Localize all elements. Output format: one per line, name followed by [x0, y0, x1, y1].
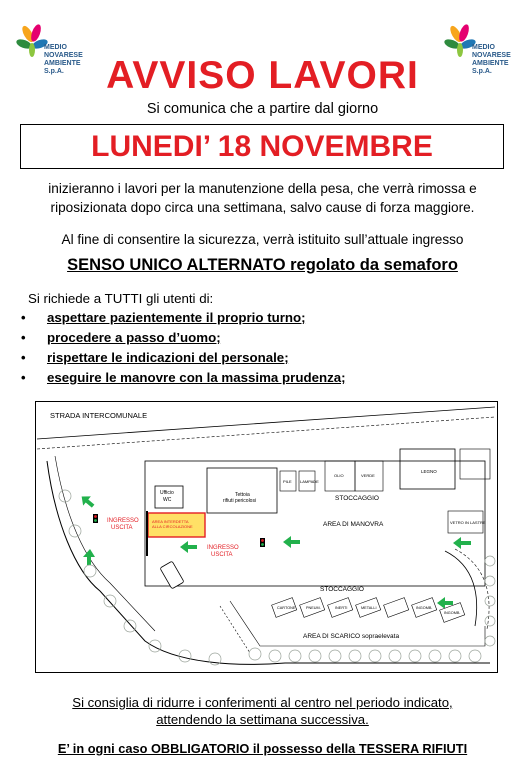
- bullet-icon: •: [21, 310, 26, 325]
- small-label: OLIO: [334, 473, 344, 478]
- logo-text: MEDIO NOVARESE AMBIENTE S.p.A.: [472, 44, 511, 75]
- requests-intro: Si richiede a TUTTI gli utenti di:: [28, 291, 214, 306]
- manovra-label: AREA DI MANOVRA: [323, 521, 384, 528]
- stoccaggio-bottom-label: STOCCAGGIO: [320, 586, 364, 593]
- small-label: LAMPADE: [300, 479, 319, 484]
- bullet-icon: •: [21, 330, 26, 345]
- bin-label: CARTONE: [277, 606, 296, 610]
- bin-label: INGOMB.: [444, 611, 461, 615]
- safety-notice: Al fine di consentire la sicurezza, verrà istituito sull’attuale ingresso: [61, 232, 464, 247]
- list-item: • rispettare le indicazioni del personale;: [21, 350, 289, 365]
- list-item: • aspettare pazientemente il proprio turno;: [21, 310, 306, 325]
- site-map: [35, 401, 498, 673]
- mandatory-card-notice: E’ in ogni caso OBBLIGATORIO il possesso della TESSERA RIFIUTI: [57, 741, 468, 756]
- works-description: inizieranno i lavori per la manutenzione della pesa, che verrà rimossa e riposizionata dopo circa una settimana, salvo cause di forza maggiore.: [48, 181, 477, 215]
- scarico-label: AREA DI SCARICO sopraelevata: [303, 633, 400, 640]
- advice-note: Si consiglia di ridurre i conferimenti al centro nel periodo indicato, attendendo la settimana successiva.: [72, 695, 453, 727]
- list-item: • eseguire le manovre con la massima prudenza;: [21, 370, 346, 385]
- ingresso-uscita-mid: INGRESSO USCITA: [207, 545, 239, 558]
- list-item: • procedere a passo d’uomo;: [21, 330, 221, 345]
- subtitle: Si comunica che a partire dal giorno: [146, 101, 379, 117]
- bin-label: PNEUM.: [306, 606, 321, 610]
- stoccaggio-top-label: STOCCAGGIO: [335, 495, 379, 502]
- requests-list: [20, 308, 346, 388]
- page-title: AVVISO LAVORI: [106, 54, 419, 97]
- legno-label: LEGNO: [421, 469, 437, 474]
- small-label: PILE: [283, 479, 292, 484]
- road-label: STRADA INTERCOMUNALE: [50, 411, 148, 420]
- small-label: VERDE: [361, 473, 375, 478]
- office-label: Ufficio WC: [160, 490, 174, 503]
- logo-text: MEDIO NOVARESE AMBIENTE S.p.A.: [44, 44, 83, 75]
- vetro-label: VETRO IN LASTRE: [450, 520, 486, 525]
- restricted-label: AREA INTERDETTA ALLA CIRCOLAZIONE: [152, 519, 193, 529]
- tettoia-label: Tettoia rifiuti pericolosi: [223, 492, 257, 504]
- one-way-heading: SENSO UNICO ALTERNATO regolato da semaforo: [67, 256, 458, 274]
- bin-label: INERTI: [335, 606, 348, 610]
- ingresso-uscita-left: INGRESSO USCITA: [107, 518, 139, 531]
- date-banner: LUNEDI’ 18 NOVEMBRE: [20, 124, 504, 169]
- bin-label: INGOMB.: [416, 606, 433, 610]
- bin-label: METALLI: [361, 606, 377, 610]
- bullet-icon: •: [21, 370, 26, 385]
- bullet-icon: •: [21, 350, 26, 365]
